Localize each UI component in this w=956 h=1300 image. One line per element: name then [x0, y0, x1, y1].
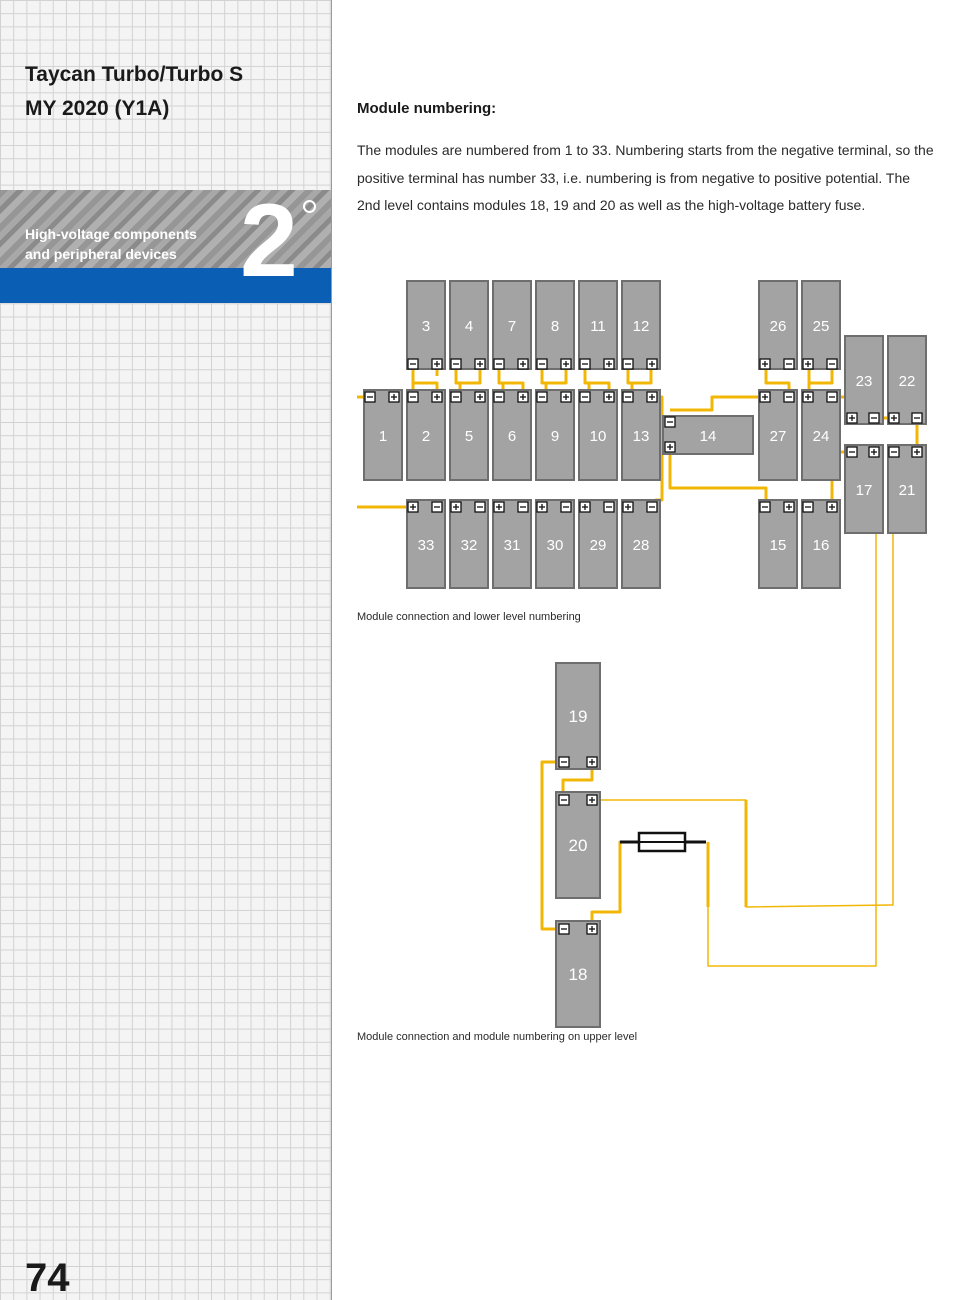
model-line-2: MY 2020 (Y1A) — [25, 97, 170, 120]
negative-terminal — [451, 392, 461, 402]
module-12 — [622, 281, 660, 369]
chapter-title-line-2: and peripheral devices — [25, 246, 177, 262]
module-24 — [802, 390, 840, 480]
module-label: 33 — [417, 537, 435, 554]
positive-terminal — [760, 359, 770, 369]
module-label: 16 — [812, 537, 830, 554]
positive-terminal — [494, 502, 504, 512]
connection-wire — [670, 447, 766, 502]
module-31 — [493, 500, 531, 588]
module-label: 8 — [550, 318, 560, 335]
module-23 — [845, 336, 883, 424]
positive-terminal — [784, 502, 794, 512]
caption-lower-level: Module connection and lower level numbering — [357, 611, 581, 623]
negative-terminal — [912, 413, 922, 423]
negative-terminal — [760, 502, 770, 512]
module-label: 11 — [590, 318, 606, 335]
negative-terminal — [537, 392, 547, 402]
negative-terminal — [665, 417, 675, 427]
module-label: 22 — [898, 373, 916, 390]
module-26 — [759, 281, 797, 369]
connection-wire — [413, 369, 437, 392]
negative-terminal — [518, 502, 528, 512]
positive-terminal — [647, 359, 657, 369]
module-label: 27 — [769, 428, 787, 445]
battery-fuse — [620, 833, 706, 851]
section-heading: Module numbering: — [357, 100, 497, 117]
negative-terminal — [561, 502, 571, 512]
positive-terminal — [561, 359, 571, 369]
module-label: 18 — [568, 965, 588, 984]
module-label: 13 — [632, 428, 650, 445]
chapter-degree-mark — [303, 200, 316, 213]
positive-terminal — [647, 392, 657, 402]
positive-terminal — [587, 757, 597, 767]
module-11 — [579, 281, 617, 369]
module-label: 10 — [589, 428, 607, 445]
positive-terminal — [803, 392, 813, 402]
connection-wire — [766, 369, 789, 392]
module-8 — [536, 281, 574, 369]
negative-terminal — [647, 502, 657, 512]
chapter-number: 2 — [240, 183, 298, 299]
module-10 — [579, 390, 617, 480]
module-label: 5 — [464, 428, 474, 445]
module-label: 19 — [568, 707, 588, 726]
positive-terminal — [518, 359, 528, 369]
module-9 — [536, 390, 574, 480]
module-label: 4 — [464, 318, 474, 335]
module-label: 12 — [632, 318, 650, 335]
negative-terminal — [623, 392, 633, 402]
negative-terminal — [869, 413, 879, 423]
module-7 — [493, 281, 531, 369]
module-label: 2 — [421, 428, 431, 445]
negative-terminal — [847, 447, 857, 457]
positive-terminal — [604, 392, 614, 402]
negative-terminal — [494, 392, 504, 402]
module-label: 14 — [699, 428, 717, 445]
module-label: 21 — [898, 482, 916, 499]
model-line-1: Taycan Turbo/Turbo S — [25, 63, 244, 86]
connection-wire — [542, 369, 566, 383]
module-22 — [888, 336, 926, 424]
module-label: 26 — [769, 318, 787, 335]
positive-terminal — [561, 392, 571, 402]
module-1 — [364, 390, 402, 480]
module-17 — [845, 445, 883, 533]
module-label: 28 — [632, 537, 650, 554]
positive-terminal — [580, 502, 590, 512]
positive-terminal — [803, 359, 813, 369]
module-label: 32 — [460, 537, 478, 554]
negative-terminal — [432, 502, 442, 512]
module-label: 7 — [507, 318, 517, 335]
module-label: 17 — [855, 482, 873, 499]
negative-terminal — [580, 359, 590, 369]
connection-wire — [456, 369, 480, 383]
module-30 — [536, 500, 574, 588]
module-27 — [759, 390, 797, 480]
module-25 — [802, 281, 840, 369]
module-5 — [450, 390, 488, 480]
module-3 — [407, 281, 445, 369]
chapter-title-line-1: High-voltage components — [25, 226, 197, 242]
body-paragraph: The modules are numbered from 1 to 33. Numbering starts from the negative terminal, so the positive terminal has number 33, i.e. numbering is from negative to positive potential. The 2nd level contains modules 18, 19 and 20 as well as the high-voltage battery fuse. — [357, 142, 934, 213]
positive-terminal — [537, 502, 547, 512]
positive-terminal — [760, 392, 770, 402]
module-label: 24 — [812, 428, 830, 445]
connection-wire — [628, 369, 651, 383]
positive-terminal — [847, 413, 857, 423]
module-label: 1 — [378, 428, 388, 445]
positive-terminal — [827, 502, 837, 512]
caption-upper-level: Module connection and module numbering on upper level — [357, 1031, 638, 1043]
module-21 — [888, 445, 926, 533]
positive-terminal — [408, 502, 418, 512]
positive-terminal — [869, 447, 879, 457]
module-15 — [759, 500, 797, 588]
negative-terminal — [408, 359, 418, 369]
module-label: 25 — [812, 318, 830, 335]
module-label: 6 — [507, 428, 517, 445]
module-4 — [450, 281, 488, 369]
module-18 — [556, 921, 600, 1027]
module-label: 31 — [503, 537, 521, 554]
positive-terminal — [451, 502, 461, 512]
positive-terminal — [475, 392, 485, 402]
negative-terminal — [580, 392, 590, 402]
negative-terminal — [604, 502, 614, 512]
module-label: 29 — [589, 537, 607, 554]
positive-terminal — [889, 413, 899, 423]
negative-terminal — [408, 392, 418, 402]
module-19 — [556, 663, 600, 769]
module-label: 30 — [546, 537, 564, 554]
modules — [364, 281, 926, 1027]
module-32 — [450, 500, 488, 588]
positive-terminal — [389, 392, 399, 402]
positive-terminal — [587, 795, 597, 805]
positive-terminal — [432, 359, 442, 369]
module-label: 15 — [769, 537, 787, 554]
module-13 — [622, 390, 660, 480]
negative-terminal — [559, 924, 569, 934]
negative-terminal — [623, 359, 633, 369]
negative-terminal — [827, 359, 837, 369]
connection-wire — [670, 397, 766, 410]
chapter-title — [25, 224, 197, 264]
positive-terminal — [604, 359, 614, 369]
positive-terminal — [912, 447, 922, 457]
module-20 — [556, 792, 600, 898]
negative-terminal — [803, 502, 813, 512]
module-label: 20 — [568, 836, 588, 855]
negative-terminal — [827, 392, 837, 402]
module-29 — [579, 500, 617, 588]
positive-terminal — [518, 392, 528, 402]
page-number: 74 — [25, 1256, 70, 1300]
module-16 — [802, 500, 840, 588]
negative-terminal — [784, 359, 794, 369]
module-label: 3 — [421, 318, 431, 335]
module-2 — [407, 390, 445, 480]
negative-terminal — [494, 359, 504, 369]
negative-terminal — [559, 757, 569, 767]
negative-terminal — [889, 447, 899, 457]
module-14 — [663, 416, 753, 454]
negative-terminal — [559, 795, 569, 805]
positive-terminal — [665, 442, 675, 452]
module-label: 9 — [550, 428, 560, 445]
negative-terminal — [451, 359, 461, 369]
positive-terminal — [623, 502, 633, 512]
negative-terminal — [784, 392, 794, 402]
positive-terminal — [432, 392, 442, 402]
connection-wire — [809, 369, 832, 383]
negative-terminal — [365, 392, 375, 402]
module-6 — [493, 390, 531, 480]
module-33 — [407, 500, 445, 588]
negative-terminal — [537, 359, 547, 369]
module-label: 23 — [855, 373, 873, 390]
negative-terminal — [475, 502, 485, 512]
positive-terminal — [587, 924, 597, 934]
module-28 — [622, 500, 660, 588]
positive-terminal — [475, 359, 485, 369]
